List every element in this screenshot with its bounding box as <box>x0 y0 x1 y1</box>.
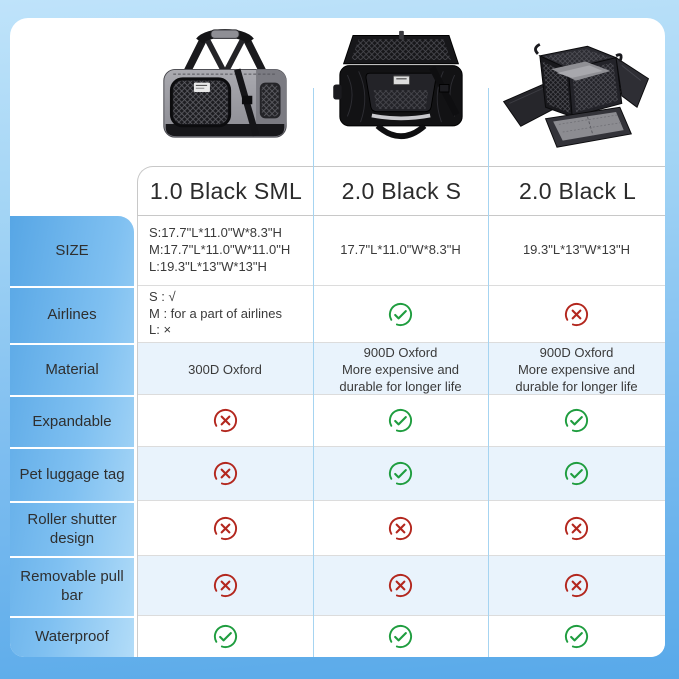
cell-text: More expensive and <box>517 361 636 377</box>
table-row <box>137 501 665 556</box>
check-icon <box>212 623 239 650</box>
column-header-1: 1.0 Black SML <box>149 177 303 204</box>
table-cell <box>488 216 665 285</box>
row-label <box>10 501 134 556</box>
table-cell <box>313 501 488 555</box>
cell-text: 300D Oxford <box>188 361 262 377</box>
cross-icon <box>387 572 414 599</box>
row-label-text: Removable pull bar <box>20 568 124 604</box>
table-cell <box>313 286 488 342</box>
table-left-border <box>137 216 138 657</box>
row-label <box>10 556 134 616</box>
check-icon <box>387 460 414 487</box>
table-row <box>137 395 665 447</box>
row-label-text: Roller shutter design <box>27 510 117 547</box>
cell-text: durable for longer life <box>515 378 638 394</box>
table-cell <box>313 447 488 500</box>
cross-icon <box>563 301 590 328</box>
table-cell <box>137 216 313 285</box>
table-row <box>137 343 665 395</box>
cross-icon <box>563 572 590 599</box>
table-cell <box>313 216 488 285</box>
check-icon <box>563 623 590 650</box>
table-rows <box>137 216 665 657</box>
row-label <box>10 616 134 657</box>
check-icon <box>387 301 414 328</box>
cross-icon <box>212 515 239 542</box>
cross-icon <box>212 460 239 487</box>
row-label <box>10 216 134 286</box>
row-label <box>10 286 134 343</box>
table-cell <box>488 556 665 615</box>
cell-text: M:17.7"L*11.0"W*11.0"H <box>149 242 291 258</box>
cell-text: L:19.3"L*13"W*13"H <box>149 258 267 274</box>
table-cell <box>488 501 665 555</box>
table-header-row <box>137 166 665 216</box>
table-cell <box>137 501 313 555</box>
grey-carrier-illustration <box>145 24 305 160</box>
table-row <box>137 447 665 501</box>
black-carrier-s-illustration <box>321 24 481 160</box>
cell-text: L: × <box>149 322 172 338</box>
table-cell <box>488 616 665 657</box>
check-icon <box>387 623 414 650</box>
row-label <box>10 343 134 395</box>
cross-icon <box>212 407 239 434</box>
cell-text: durable for longer life <box>339 378 462 394</box>
row-label <box>10 395 134 447</box>
row-label-text: SIZE <box>55 241 89 259</box>
table-cell <box>137 447 313 500</box>
table-row <box>137 286 665 343</box>
product-image-1 <box>137 18 313 166</box>
table-row <box>137 216 665 286</box>
table-row <box>137 616 665 657</box>
image-spacer <box>10 18 137 166</box>
row-label-text: Airlines <box>47 306 97 324</box>
table-cell <box>488 447 665 500</box>
cell-text: 19.3"L*13"W*13"H <box>522 242 631 258</box>
table-cell <box>137 616 313 657</box>
table-cell <box>488 343 665 398</box>
row-label-text: Material <box>45 360 99 378</box>
table-cell <box>137 286 313 342</box>
table-cell <box>137 556 313 615</box>
table-cell <box>488 395 665 446</box>
column-header-2: 2.0 Black S <box>341 177 462 204</box>
table-cell <box>137 395 313 446</box>
cell-text: 900D Oxford <box>363 345 438 360</box>
check-icon <box>563 460 590 487</box>
column-divider-2 <box>488 88 489 657</box>
cell-text: M : for a part of airlines <box>149 305 282 321</box>
cross-icon <box>212 572 239 599</box>
row-label <box>10 447 134 501</box>
row-label-text: Waterproof <box>35 628 109 646</box>
cell-text: S:17.7"L*11.0"W*8.3"H <box>149 225 282 241</box>
cell-text: More expensive and <box>341 361 460 377</box>
column-header-3: 2.0 Black L <box>518 177 637 204</box>
cell-text: S : √ <box>149 288 176 304</box>
comparison-panel <box>10 18 665 657</box>
table-cell <box>488 286 665 342</box>
table-cell <box>313 556 488 615</box>
table-cell <box>313 616 488 657</box>
table-row <box>137 556 665 616</box>
product-images-row <box>10 18 665 166</box>
cell-text: 17.7"L*11.0"W*8.3"H <box>340 242 461 258</box>
cell-text: 900D Oxford <box>539 345 614 360</box>
product-image-3 <box>488 18 665 166</box>
cross-icon <box>563 515 590 542</box>
table-cell <box>313 343 488 398</box>
label-column <box>10 216 134 657</box>
black-carrier-l-expanded-illustration <box>496 24 658 160</box>
table-cell <box>137 343 313 398</box>
table-cell <box>313 395 488 446</box>
row-label-text: Expandable <box>32 412 112 430</box>
check-icon <box>387 407 414 434</box>
column-divider-1 <box>313 88 314 657</box>
product-image-2 <box>313 18 488 166</box>
row-label-text: Pet luggage tag <box>19 465 125 483</box>
cross-icon <box>387 515 414 542</box>
check-icon <box>563 407 590 434</box>
